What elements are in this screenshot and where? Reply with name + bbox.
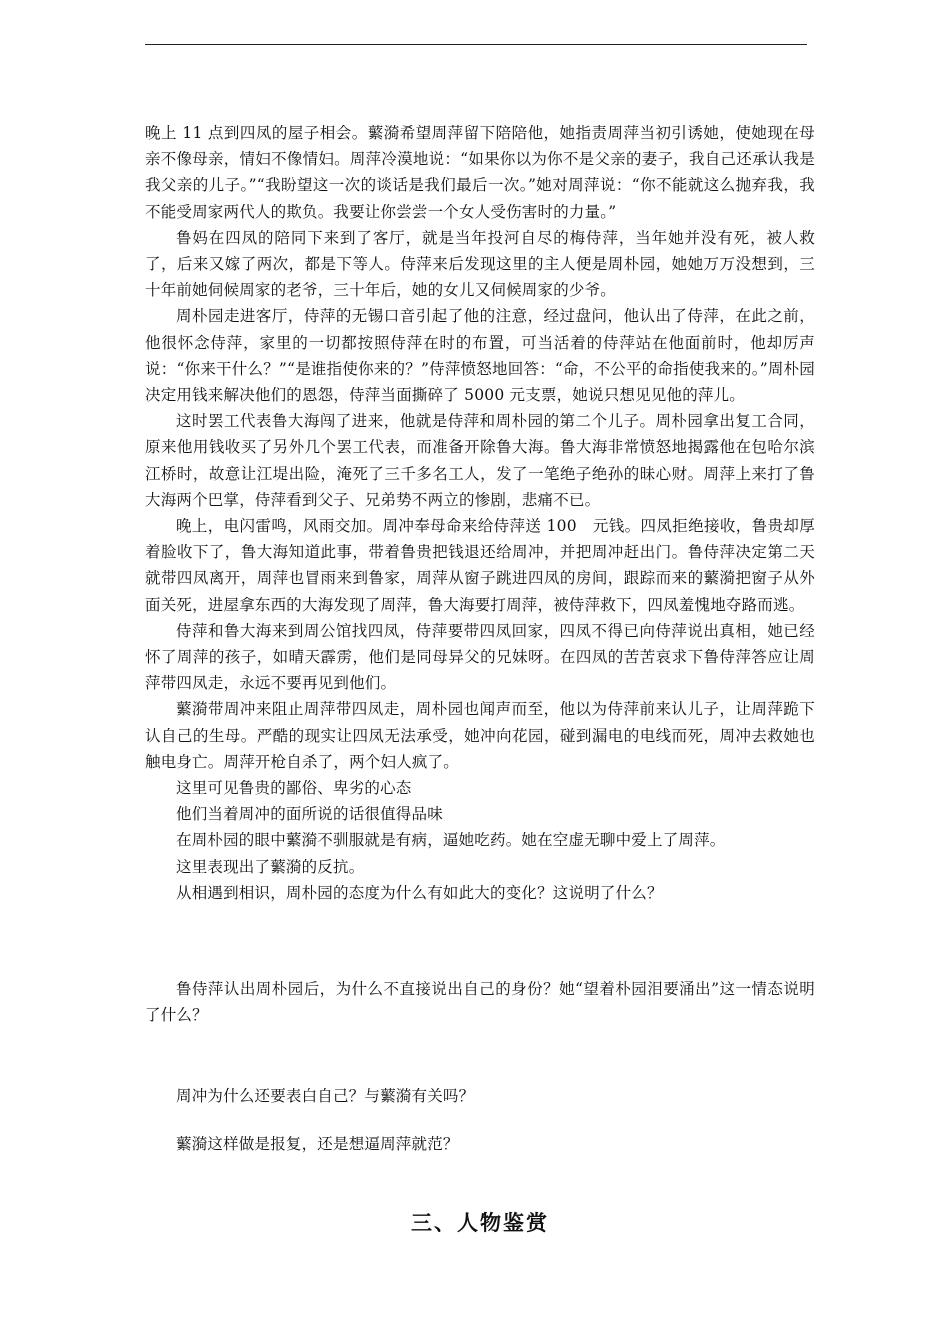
question-paragraph: 周冲为什么还要表白自己？与蘩漪有关吗？ [176, 1086, 475, 1105]
section-heading: 三、人物鉴赏 [411, 1210, 549, 1235]
annotation-line: 在周朴园的眼中蘩漪不驯服就是有病，逼她吃药。她在空虚无聊中爱上了周萍。 [176, 831, 726, 850]
question-paragraph: 鲁侍萍认出周朴园后，为什么不直接说出自己的身份？她“望着朴园泪要涌出”这一情态说明了什么？ [145, 980, 815, 1025]
annotation-line: 这里表现出了蘩漪的反抗。 [176, 857, 365, 876]
annotation-line: 从相遇到相识，周朴园的态度为什么有如此大的变化？这说明了什么？ [176, 883, 663, 902]
body-paragraph: 周朴园走进客厅，侍萍的无锡口音引起了他的注意，经过盘问，他认出了侍萍，在此之前，他很怀念侍萍，家里的一切都按照侍萍在时的布置，可当活着的侍萍站在他面前时，他却厉声说：“你来干什么？”“是谁指使你来的？”侍萍愤怒地回答：“命，不公平的命指使我来的。”周朴园决定用钱来解决他们的恩怨，侍萍当面撕碎了 5000 元支票，她说只想见见他的萍儿。 [145, 307, 815, 405]
body-paragraph: 蘩漪带周冲来阻止周萍带四凤走，周朴园也闻声而至，他以为侍萍前来认儿子，让周萍跪下认自己的生母。严酷的现实让四凤无法承受，她冲向花园，碰到漏电的电线而死，周冲去救她也触电身亡。周萍开枪自杀了，两个妇人疯了。 [145, 700, 815, 771]
body-paragraph: 这时罢工代表鲁大海闯了进来，他就是侍萍和周朴园的第二个儿子。周朴园拿出复工合同，原来他用钱收买了另外几个罢工代表，而准备开除鲁大海。鲁大海非常愤怒地揭露他在包哈尔滨江桥时，故意让江堤出险，淹死了三千多名工人，发了一笔绝子绝孙的昧心财。周萍上来打了鲁大海两个巴掌，侍萍看到父子、兄弟势不两立的惨剧，悲痛不已。 [145, 412, 815, 509]
body-paragraph: 鲁妈在四凤的陪同下来到了客厅，就是当年投河自尽的梅侍萍，当年她并没有死，被人救了，后来又嫁了两次，都是下等人。侍萍来后发现这里的主人便是周朴园，她她万万没想到，三十年前她伺候周家的老爷，三十年后，她的女儿又伺候周家的少爷。 [145, 228, 815, 300]
annotation-line: 这里可见鲁贵的鄙俗、卑劣的心态 [176, 779, 412, 798]
question-paragraph: 蘩漪这样做是报复，还是想逼周萍就范？ [176, 1134, 459, 1153]
body-paragraph: 晚上 11 点到四凤的屋子相会。蘩漪希望周萍留下陪陪他，她指责周萍当初引诱她，使她现在母亲不像母亲，情妇不像情妇。周萍冷漠地说：“如果你以为你不是父亲的妻子，我自己还承认我是我父亲的儿子。”“我盼望这一次的谈话是我们最后一次。”她对周萍说：“你不能就这么抛弃我，我不能受周家两代人的欺负。我要让你尝尝一个女人受伤害时的力量。” [145, 124, 815, 221]
header-rule [145, 44, 807, 45]
annotation-line: 他们当着周冲的面所说的话很值得品味 [176, 805, 443, 824]
document-body [145, 120, 815, 1237]
body-paragraph: 晚上，电闪雷鸣，风雨交加。周冲奉母命来给侍萍送 100 元钱。四凤拒绝接收，鲁贵却厚着脸收下了，鲁大海知道此事，带着鲁贵把钱退还给周冲，并把周冲赶出门。鲁侍萍决定第二天就带四凤离开，周萍也冒雨来到鲁家，周萍从窗子跳进四凤的房间，跟踪而来的蘩漪把窗子从外面关死，进屋拿东西的大海发现了周萍，鲁大海要打周萍，被侍萍救下，四凤羞愧地夺路而逃。 [145, 517, 815, 614]
body-paragraph: 侍萍和鲁大海来到周公馆找四凤，侍萍要带四凤回家，四凤不得已向侍萍说出真相，她已经怀了周萍的孩子，如晴天霹雳，他们是同母异父的兄妹呀。在四凤的苦苦哀求下鲁侍萍答应让周萍带四凤走，永远不要再见到他们。 [145, 621, 815, 693]
